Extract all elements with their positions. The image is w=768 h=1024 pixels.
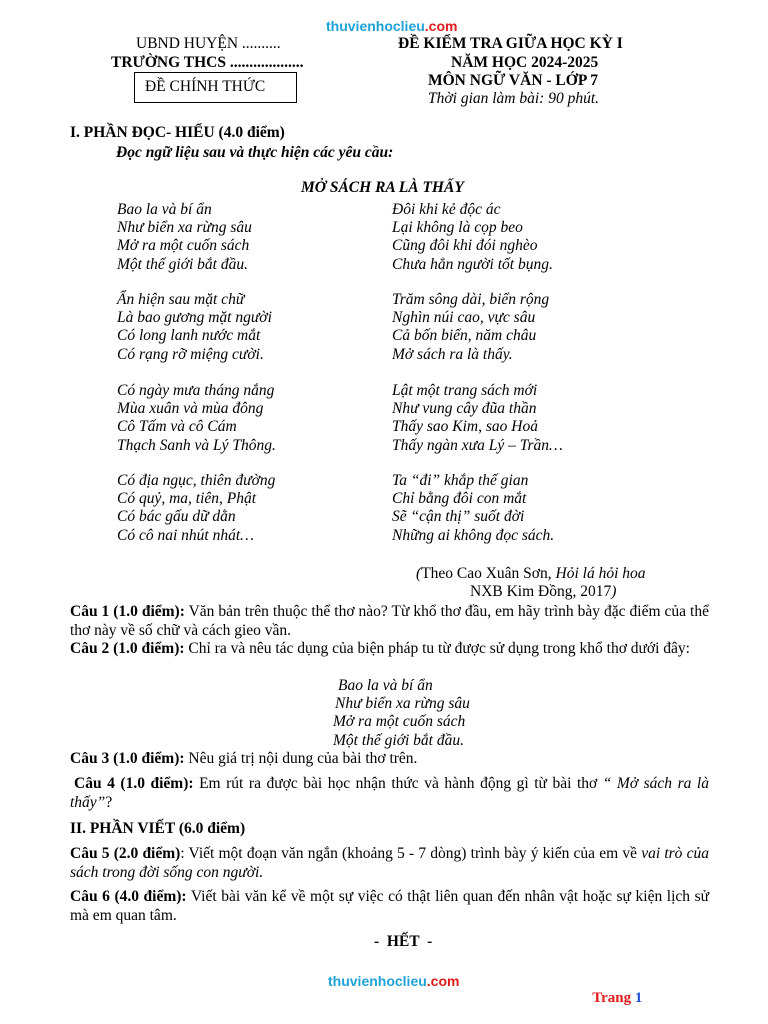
page-number <box>585 973 642 1007</box>
section1-title: I. PHẦN ĐỌC- HIỂU (4.0 điểm) <box>70 124 285 141</box>
poem-line: Chưa hẳn người tốt bụng. <box>392 255 553 273</box>
question-3 <box>70 750 709 769</box>
question-label: Câu 4 (1.0 điểm): <box>74 775 194 792</box>
poem-line: Ẩn hiện sau mặt chữ <box>117 291 245 308</box>
question-label: Câu 5 (2.0 điểm) <box>70 845 181 862</box>
subject-label: MÔN NGỮ VĂN - LỚP 7 <box>428 72 599 89</box>
poem-line: Đôi khi kẻ độc ác <box>392 201 501 218</box>
poem-source <box>416 565 646 583</box>
poem-line: Chỉ bằng đôi con mắt <box>392 490 527 508</box>
district-label: UBND HUYỆN .......... <box>136 35 281 52</box>
poem-line: Nghìn núi cao, vực sâu <box>392 309 536 327</box>
question-italic: vai trò của sách trong đời sống con người. <box>70 845 709 881</box>
poem-right-stanza-1 <box>392 201 553 274</box>
poem-line: Lại không là cọp beo <box>392 219 523 237</box>
source-author: Theo Cao Xuân Sơn, <box>421 565 556 582</box>
question-label: Câu 6 (4.0 điểm): <box>70 888 187 905</box>
poem-line: Sẽ “cận thị” suốt đời <box>392 508 525 526</box>
q2-quote-line: Bao la và bí ẩn <box>338 677 433 694</box>
question-6 <box>70 888 709 925</box>
poem-left-stanza-3 <box>117 382 276 455</box>
poem-line: Có địa ngục, thiên đường <box>117 472 276 489</box>
question-label: Câu 3 (1.0 điểm): <box>70 750 185 767</box>
poem-line: Một thế giới bắt đầu. <box>117 255 248 273</box>
question-2 <box>70 640 709 659</box>
end-mark: - HẾT - <box>374 933 433 950</box>
poem-line: Mở ra một cuốn sách <box>117 237 250 255</box>
source-book: Hỏi lá hỏi hoa <box>555 565 646 582</box>
source-publisher: NXB Kim Đồng, 2017 <box>470 583 612 600</box>
reading-instruction: Đọc ngữ liệu sau và thực hiện các yêu cầu: <box>116 144 394 161</box>
poem-line: Có cô nai nhút nhát… <box>117 526 254 544</box>
poem-line: Như vung cây đũa thần <box>392 400 537 418</box>
poem-right-stanza-3 <box>392 382 563 455</box>
poem-right-stanza-2 <box>392 291 549 364</box>
poem-line: Những ai không đọc sách. <box>392 526 555 544</box>
poem-publisher <box>470 583 616 601</box>
poem-line: Có ngày mưa tháng nắng <box>117 382 275 399</box>
exam-title: ĐỀ KIỂM TRA GIỮA HỌC KỲ I <box>398 35 623 52</box>
source-paren-open: ( <box>416 565 422 582</box>
site-logo-top <box>326 18 457 34</box>
question-text: : Viết một đoạn văn ngắn (khoảng 5 - 7 dòng) trình bày ý kiến của em về <box>180 845 642 862</box>
question-text: Nêu giá trị nội dung của bài thơ trên. <box>184 750 418 767</box>
site-name: thuvienhoclieu <box>326 18 425 34</box>
poem-line: Lật một trang sách mới <box>392 382 538 399</box>
question-1 <box>70 603 709 640</box>
site-domain: .com <box>424 18 458 34</box>
poem-title: MỞ SÁCH RA LÀ THẤY <box>301 179 464 196</box>
poem-line: Có rạng rỡ miệng cười. <box>117 345 264 363</box>
poem-line: Như biển xa rừng sâu <box>117 219 252 237</box>
poem-line: Cô Tấm và cô Cám <box>117 418 237 436</box>
site-name: thuvienhoclieu <box>328 973 427 989</box>
poem-line: Mùa xuân và mùa đông <box>117 400 264 418</box>
question-text: Chỉ ra và nêu tác dụng của biện pháp tu từ được sử dụng trong khổ thơ dưới đây: <box>184 640 690 657</box>
site-logo-bottom <box>328 973 459 989</box>
question-text: Em rút ra được bài học nhận thức và hành động gì từ bài thơ <box>193 775 603 792</box>
poem-line: Thấy ngàn xưa Lý – Trần… <box>392 436 563 454</box>
school-label: TRƯỜNG THCS ................... <box>111 54 304 71</box>
poem-line: Bao la và bí ẩn <box>117 201 212 218</box>
question-quote: “ Mở sách ra là thấy” <box>70 775 709 811</box>
poem-line: Có long lanh nước mắt <box>117 327 261 345</box>
section2-title: II. PHẦN VIẾT (6.0 điểm) <box>70 820 246 837</box>
poem-left-stanza-4 <box>117 472 275 545</box>
poem-line: Cũng đôi khi đói nghèo <box>392 237 538 255</box>
time-label: Thời gian làm bài: 90 phút. <box>428 90 600 107</box>
question-5 <box>70 845 709 882</box>
q2-quote-line: Một thế giới bắt đầu. <box>333 732 464 749</box>
poem-line: Có bác gấu dữ dằn <box>117 508 236 526</box>
poem-line: Ta “đi” khắp thế gian <box>392 472 529 489</box>
official-label: ĐỀ CHÍNH THỨC <box>145 78 266 95</box>
source-paren-close: ) <box>611 583 617 600</box>
question-4 <box>70 775 709 812</box>
poem-line: Mở sách ra là thấy. <box>392 345 513 363</box>
question-label: Câu 2 (1.0 điểm): <box>70 640 185 657</box>
page-word: Trang <box>592 990 635 1006</box>
site-domain: .com <box>426 973 460 989</box>
page-num: 1 <box>634 990 643 1006</box>
poem-left-stanza-1 <box>117 201 252 274</box>
poem-line: Trăm sông dài, biển rộng <box>392 291 550 308</box>
question-text: Văn bản trên thuộc thể thơ nào? Từ khổ thơ đầu, em hãy trình bày đặc điểm của thể thơ này về số chữ và cách gieo vần. <box>70 603 709 639</box>
question-text: Viết bài văn kể về một sự việc có thật liên quan đến nhân vật hoặc sự kiện lịch sử mà em quan tâm. <box>70 888 709 924</box>
poem-line: Thấy sao Kim, sao Hoả <box>392 418 538 436</box>
q2-quote-line: Mở ra một cuốn sách <box>333 713 466 730</box>
poem-line: Thạch Sanh và Lý Thông. <box>117 436 276 454</box>
question-label: Câu 1 (1.0 điểm): <box>70 603 185 620</box>
question-end: ? <box>105 793 113 811</box>
poem-right-stanza-4 <box>392 472 554 545</box>
official-box <box>134 72 297 103</box>
poem-line: Có quỷ, ma, tiên, Phật <box>117 490 257 508</box>
school-year: NĂM HỌC 2024-2025 <box>451 54 599 71</box>
poem-line: Cả bốn biển, năm châu <box>392 327 537 345</box>
q2-quote-line: Như biển xa rừng sâu <box>335 695 470 712</box>
poem-left-stanza-2 <box>117 291 272 364</box>
poem-line: Là bao gương mặt người <box>117 309 272 327</box>
